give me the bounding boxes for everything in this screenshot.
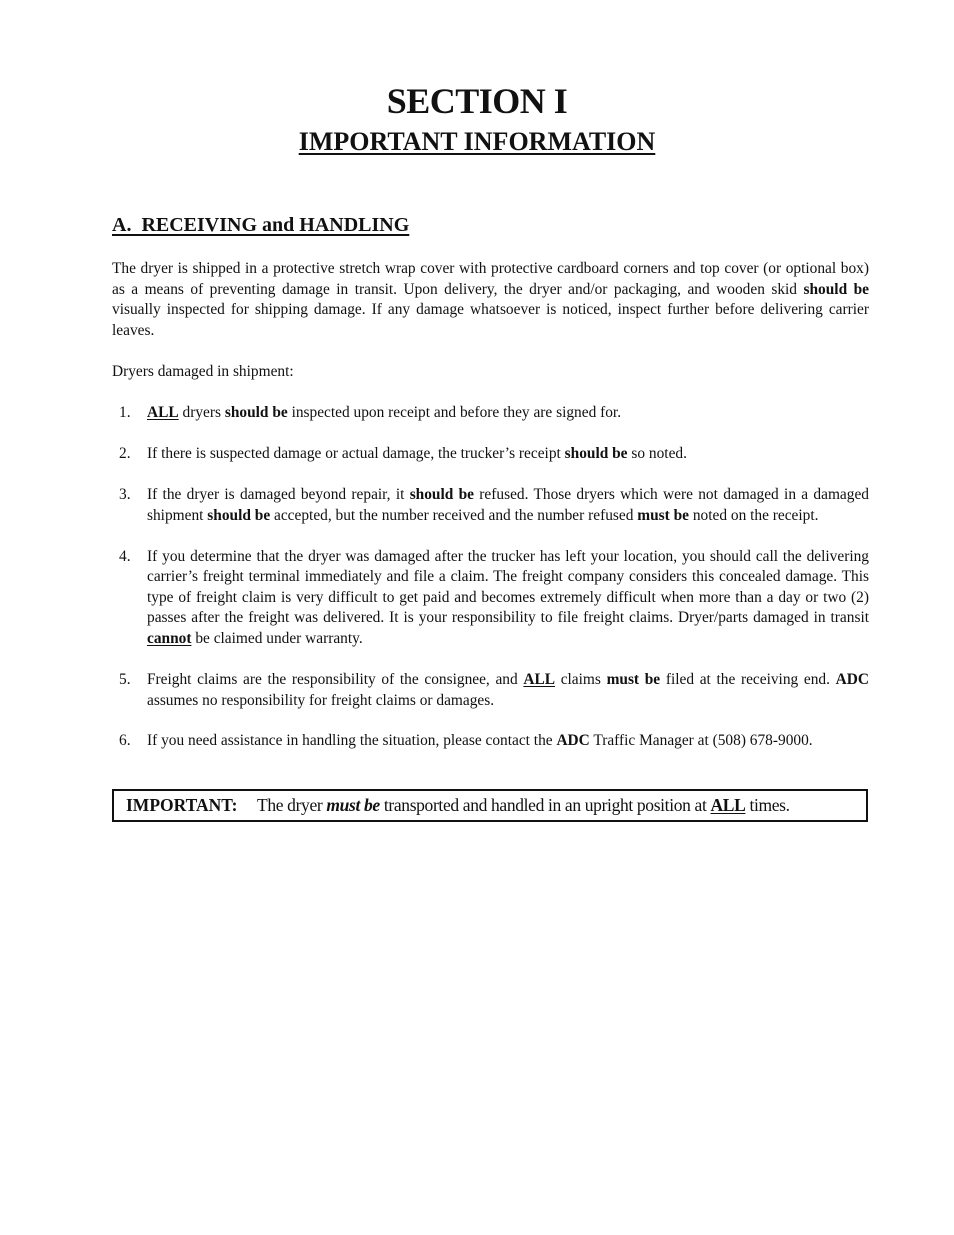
- list-item-number: 1.: [119, 404, 131, 421]
- list-item: [112, 731, 869, 752]
- item-text: If you need assistance in handling the situation, please contact the: [147, 732, 557, 750]
- damaged-shipment-lead: Dryers damaged in shipment:: [112, 363, 294, 380]
- subsection-heading: A. RECEIVING and HANDLING: [112, 214, 410, 236]
- notice-message: [257, 791, 790, 820]
- item-text: so noted.: [627, 444, 687, 462]
- intro-text: visually inspected for shipping damage. If any damage whatsoever is noticed, inspect further before delivering carrier leaves.: [112, 301, 869, 339]
- emphasis: should be: [564, 444, 628, 462]
- company-name: ADC: [556, 732, 590, 750]
- item-text: If you determine that the dryer was damaged after the trucker has left your location, you should call the delivering carrier’s freight terminal immediately and file a claim. The freight company considers this concealed damage. This type of freight claim is very difficult to get paid and becomes extremely difficult when more than a day or two (2) passes after the freight was delivered. It is your responsibility to file freight claims. Dryer/parts damaged in transit: [147, 547, 869, 627]
- emphasis: should be: [207, 506, 271, 524]
- item-text: Freight claims are the responsibility of the consignee, and: [147, 670, 524, 688]
- list-item-number: 4.: [119, 547, 131, 565]
- emphasis-all: ALL: [523, 670, 556, 688]
- intro-emphasis: should be: [803, 280, 869, 298]
- item-text: accepted, but the number received and the number refused: [270, 506, 638, 524]
- notice-text: transported and handled in an upright position at: [379, 795, 711, 815]
- item-text: refused. Those dryers which were not damaged in a damaged shipment: [147, 485, 869, 524]
- section-title: SECTION I: [386, 81, 568, 121]
- notice-emphasis: must be: [326, 795, 380, 815]
- emphasis: should be: [409, 485, 475, 503]
- item-text: Traffic Manager at (508) 678-9000.: [589, 732, 813, 750]
- item-text: If there is suspected damage or actual damage, the trucker’s receipt: [147, 444, 565, 462]
- notice-emphasis-all: ALL: [710, 795, 746, 815]
- list-item: [112, 485, 869, 526]
- emphasis: should be: [224, 404, 288, 421]
- section-subtitle: [0, 126, 954, 158]
- emphasis: must be: [606, 670, 661, 688]
- notice-label: IMPORTANT:: [126, 795, 238, 815]
- emphasis: must be: [637, 506, 689, 524]
- emphasis-all: ALL: [147, 404, 179, 421]
- list-item-number: 6.: [119, 732, 131, 750]
- list-item-number: 2.: [119, 444, 131, 462]
- important-notice-box: [112, 789, 868, 822]
- list-item-number: 5.: [119, 670, 131, 688]
- item-text: be claimed under warranty.: [191, 629, 363, 647]
- list-item: [112, 403, 869, 424]
- item-text: noted on the receipt.: [688, 506, 819, 524]
- item-text: claims: [555, 670, 607, 688]
- notice-text: times.: [745, 795, 790, 815]
- list-item: [112, 670, 869, 711]
- emphasis-cannot: cannot: [147, 629, 192, 647]
- damage-instructions-list: [112, 403, 869, 772]
- list-item-number: 3.: [119, 485, 131, 503]
- notice-text: The dryer: [257, 795, 327, 815]
- intro-text: The dryer is shipped in a protective stretch wrap cover with protective cardboard corners and top cover (or optional box) as a means of preventing damage in transit. Upon delivery, the dryer and/or packaging, and wooden skid: [112, 260, 869, 298]
- list-item: [112, 444, 869, 465]
- list-item: [112, 547, 869, 650]
- item-text: inspected upon receipt and before they are signed for.: [287, 404, 622, 421]
- item-text: If the dryer is damaged beyond repair, it: [147, 485, 410, 503]
- item-text: filed at the receiving end.: [660, 670, 836, 688]
- section-subtitle-text: IMPORTANT INFORMATION: [298, 127, 656, 156]
- item-text: dryers: [178, 404, 225, 421]
- company-name: ADC: [835, 670, 870, 688]
- item-text: assumes no responsibility for freight claims or damages.: [147, 691, 495, 709]
- intro-paragraph: [112, 259, 869, 341]
